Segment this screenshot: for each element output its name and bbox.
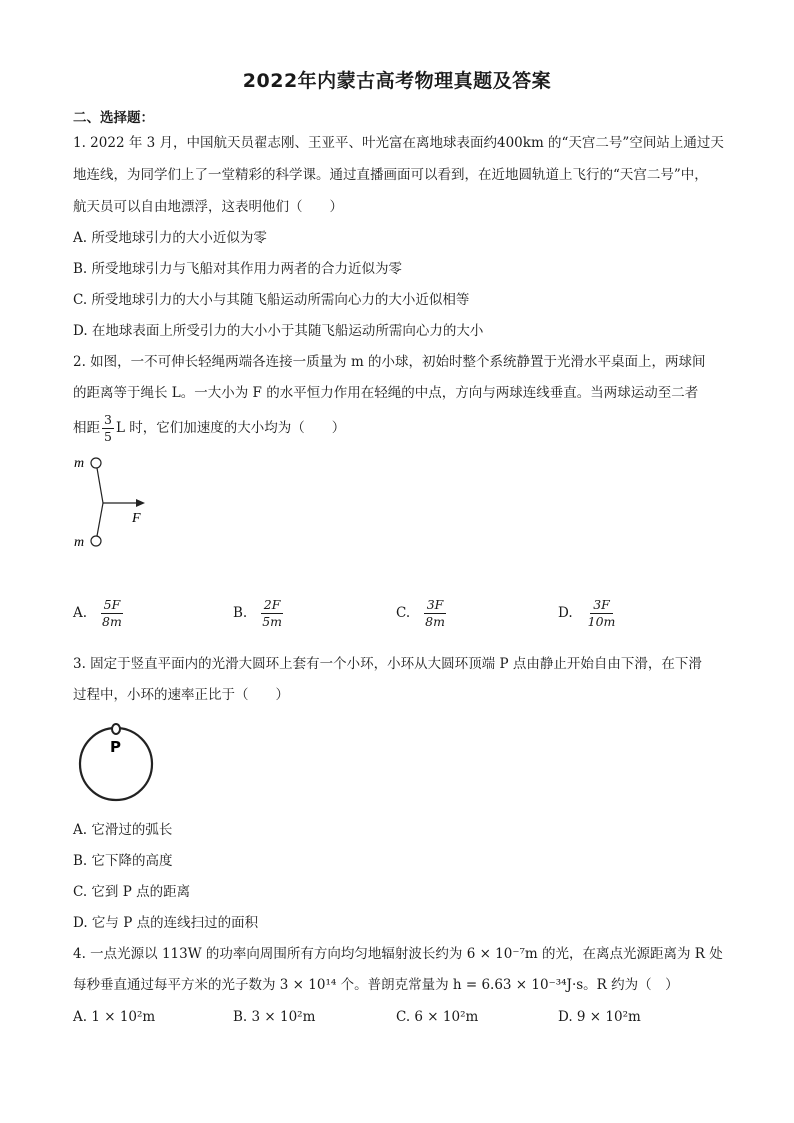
q2-line-3-suffix: L 时，它们加速度的大小均为（ ） (115, 420, 346, 436)
fraction-numerator: 2F (261, 598, 284, 614)
fraction-denominator: 5m (262, 614, 283, 629)
q2-option-a (73, 598, 125, 629)
fraction-numerator: 3 (104, 412, 112, 427)
q4-option-d: D. 9 × 10²m (558, 1009, 641, 1025)
q4-line-1: 4. 一点光源以 113W 的功率向周围所有方向均匀地辐射波长约为 6 × 10⁻⁷m 的光，在离点光源距离为 R 处 (73, 946, 723, 962)
fraction-numerator: 3F (590, 598, 613, 614)
q2-option-b (233, 598, 285, 629)
option-letter: A. (73, 605, 88, 621)
q2-line-2: 的距离等于绳长 L。一大小为 F 的水平恒力作用在轻绳的中点，方向与两球连线垂直。当两球运动至二者 (73, 385, 699, 401)
option-letter: B. (233, 605, 248, 621)
label-m-top: m (74, 456, 85, 471)
q3-line-1: 3. 固定于竖直平面内的光滑大圆环上套有一个小环，小环从大圆环顶端 P 点由静止开始自由下滑，在下滑 (73, 656, 702, 672)
q3-option-d: D. 它与 P 点的连线扫过的面积 (73, 915, 259, 931)
q2-line-3-prefix: 相距 (73, 420, 100, 436)
q2-line-1: 2. 如图，一不可伸长轻绳两端各连接一质量为 m 的小球，初始时整个系统静置于光滑水平桌面上，两球间 (73, 354, 706, 370)
q2-option-c (396, 598, 448, 629)
q1-option-d: D. 在地球表面上所受引力的大小小于其随飞船运动所需向心力的大小 (73, 323, 484, 339)
q4-line-2: 每秒垂直通过每平方米的光子数为 3 × 10¹⁴ 个。普朗克常量为 h = 6.63 × 10⁻³⁴J·s。R 约为（ ） (73, 977, 679, 993)
fraction-denominator: 10m (587, 614, 616, 629)
section-heading: 二、选择题： (73, 110, 154, 126)
q1-option-a: A. 所受地球引力的大小近似为零 (73, 230, 267, 246)
q4-option-b: B. 3 × 10²m (233, 1009, 316, 1025)
q2-line-3 (73, 410, 345, 446)
fraction-numerator: 5F (101, 598, 124, 614)
lower-rope (97, 503, 103, 536)
label-force: F (132, 511, 141, 526)
fraction-denominator: 8m (425, 614, 445, 629)
bottom-ball (91, 536, 101, 546)
top-ball (91, 458, 101, 468)
q1-option-c: C. 所受地球引力的大小与其随飞船运动所需向心力的大小近似相等 (73, 292, 470, 308)
q3-figure (76, 717, 158, 807)
option-fraction (99, 598, 125, 629)
q1-line-3: 航天员可以自由地漂浮，这表明他们（ ） (73, 199, 343, 215)
page-title: 2022年内蒙古高考物理真题及答案 (242, 70, 552, 92)
q2-option-d (558, 598, 618, 629)
q3-option-b: B. 它下降的高度 (73, 853, 173, 869)
fraction-numerator: 3F (424, 598, 447, 614)
fraction-denominator: 8m (102, 614, 122, 629)
q4-option-a: A. 1 × 10²m (73, 1009, 156, 1025)
q3-option-a: A. 它滑过的弧长 (73, 822, 173, 838)
option-fraction (259, 598, 285, 629)
q2-distance-fraction (102, 413, 114, 444)
q1-line-2: 地连线，为同学们上了一堂精彩的科学课。通过直播画面可以看到，在近地圆轨道上飞行的“天宫二号”中， (73, 167, 708, 183)
q3-option-c: C. 它到 P 点的距离 (73, 884, 191, 900)
q2-figure (70, 452, 160, 552)
label-m-bottom: m (74, 535, 85, 550)
option-letter: D. (558, 605, 573, 621)
fraction-denominator: 5 (104, 429, 112, 444)
q1-option-b: B. 所受地球引力与飞船对其作用力两者的合力近似为零 (73, 261, 403, 277)
small-ring (112, 724, 120, 734)
q4-option-c: C. 6 × 10²m (396, 1009, 479, 1025)
option-fraction (422, 598, 448, 629)
q3-line-2: 过程中，小环的速率正比于（ ） (73, 687, 289, 703)
option-fraction (585, 598, 619, 629)
force-arrowhead (136, 499, 145, 507)
label-p: P (110, 738, 121, 756)
q1-line-1: 1. 2022 年 3 月，中国航天员翟志刚、王亚平、叶光富在离地球表面约400km 的“天宫二号”空间站上通过天 (73, 135, 724, 151)
option-letter: C. (396, 605, 411, 621)
upper-rope (97, 468, 103, 503)
